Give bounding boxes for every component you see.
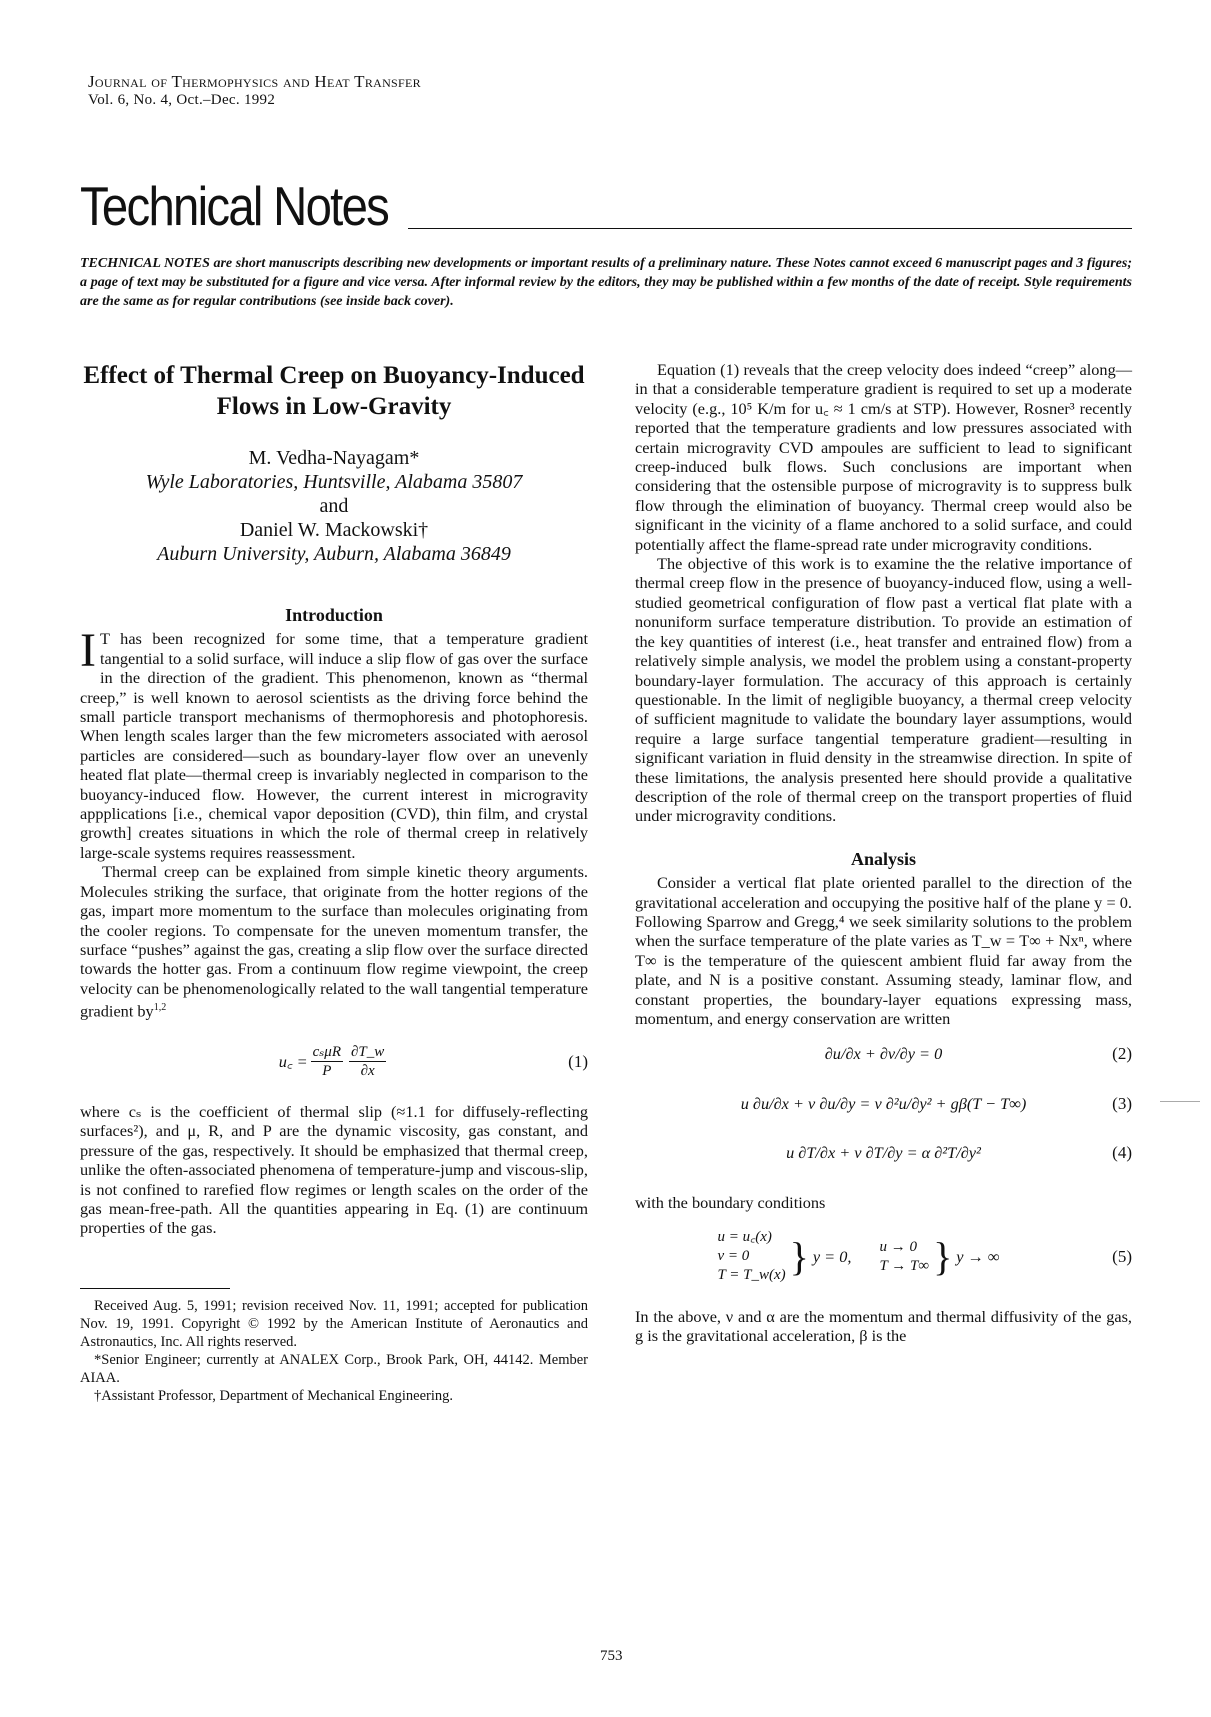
author-and: and <box>319 495 349 517</box>
paper-title: Effect of Thermal Creep on Buoyancy-Induced Flows in Low-Gravity <box>83 362 585 420</box>
equation-number-3: (3) <box>1112 1093 1132 1113</box>
eq1-frac-2: $\frac{\partial T\_w}{\partial x}$ <box>350 1043 385 1079</box>
ref-1-2: 1,2 <box>153 1002 167 1014</box>
equation-number-5: (5) <box>1112 1246 1132 1266</box>
equation-number-4: (4) <box>1112 1143 1132 1163</box>
journal-name: Journal of Thermophysics and Heat Transfer <box>88 72 421 91</box>
eq5-brace-2: } <box>933 1233 953 1279</box>
margin-tick <box>1160 1101 1200 1102</box>
footnote-rule <box>80 1288 230 1289</box>
equation-number-1: (1) <box>568 1051 588 1071</box>
right-paragraph-4: In the above, ν and α are the momentum and thermal diffusivity of the gas, g is the gravitational acceleration, β is the <box>635 1307 1132 1346</box>
introduction-heading: Introduction <box>285 605 383 625</box>
equation-5: u = u꜀(x) v = 0 T = T_w(x) } y = 0, u → 0 T → T∞ } y → ∞ (5) <box>717 1229 1132 1284</box>
equation-1: u꜀ = $\frac{\text{cₛμR}}{P}$ $\frac{\partial T\_w}{\partial x}$ (1) <box>278 1043 588 1079</box>
left-column <box>80 360 588 1405</box>
intro-paragraph-3: where cₛ is the coefficient of thermal slip (≈1.1 for diffusely-reflecting surfaces²), and μ, R, and P are the dynamic viscosity, gas constant, and pressure of the gas, respectively. It should be emphasized that thermal creep, unlike the often-associated phenomena of temperature-jump and viscous-slip, is not confined to rarefied flow regimes or length scales on the order of the gas mean-free-path. All the quantities appearing in Eq. (1) are continuum properties of the gas. <box>80 1101 588 1238</box>
footnote-received: Received Aug. 5, 1991; revision received Nov. 11, 1991; accepted for publication Nov. 19, 1991. Copyright © 1992 by the American Institute of Aeronautics and Astronautics, Inc. All rights reserved. <box>80 1297 588 1350</box>
equation-number-2: (2) <box>1112 1044 1132 1064</box>
equation-4: u ∂T/∂x + v ∂T/∂y = α ∂²T/∂y² (4) <box>786 1143 1132 1163</box>
title-rule <box>408 228 1132 229</box>
intro-paragraph-1: I T has been recognized for some time, that a temperature gradient tangential to a solid surface, will induce a slip flow of gas over the surface in the direction of the gradient. This phenomenon, known as “thermal creep,” is well known to aerosol scientists as the driving force behind the small particle transport mechanisms of thermophoresis and photophoresis. When length scales larger than the few micrometers associated with aerosol particles are considered—such as boundary-layer flow over an unevenly heated flat plate—thermal creep is invariably neglected in comparison to the buoyancy-induced flow. However, the current interest in microgravity appplications [i.e., chemical vapor deposition (CVD), thin film, and crystal growth] creates situations in which the role of thermal creep in relatively large-scale systems requires reassessment. <box>80 624 588 862</box>
right-paragraph-1: Equation (1) reveals that the creep velocity does indeed “creep” along—in that a considerable temperature gradient is required to set up a moderate velocity (e.g., 10⁵ K/m for u꜀ ≈ 1 cm/s at STP). However, Rosner³ recently reported that the temperature gradients and low pressures associated with certain microgravity CVD ampoules are sufficient to lead to significant creep-induced bulk flows. Such conclusions are important when considering that the ostensible purpose of microgravity is to suppress bulk flow through the elimination of buoyancy. Thermal creep would also be significant in the vicinity of a flame anchored to a solid surface, and could potentially affect the flame-spread rate under microgravity conditions. <box>635 360 1132 554</box>
eq1-frac-1: $\frac{\text{cₛμR}}{P}$ <box>312 1043 341 1079</box>
right-paragraph-2: The objective of this work is to examine the the relative importance of thermal creep flow in the presence of buoyancy-induced flow, using a well-studied geometrical configuration of flow past a vertical flat plate with a nonuniform surface temperature distribution. To provide an estimation of the key quantities of interest (i.e., heat transfer and entrained flow) from a relatively simple analysis, we model the problem using a constant-property boundary-layer formulation. The accuracy of this approach is certainly questionable. In the limit of negligible buoyancy, a thermal creep velocity of sufficient magnitude to validate the boundary layer assumptions, would require a large surface tangential temperature gradient—resulting in significant variation in fluid density in the streamwise direction. In spite of these limitations, the analysis presented here should provide a qualitative description of the role of thermal creep on the transport properties of fluid under microgravity conditions. <box>635 554 1132 826</box>
footnote-senior: *Senior Engineer; currently at ANALEX Corp., Brook Park, OH, 44142. Member AIAA. <box>80 1351 588 1386</box>
author-2: Daniel W. Mackowski† <box>239 519 429 541</box>
journal-header <box>88 72 421 110</box>
intro-paragraph-2: Thermal creep can be explained from simple kinetic theory arguments. Molecules striking the surface, that originate from the hotter regions of the gas, impart more momentum to the surface than molecules originating from the cooler regions. To compensate for the uneven momentum transfer, the surface “pushes” against the gas, creating a slip flow over the surface directed towards the hotter gas. From a continuum flow regime viewpoint, the creep velocity can be phenomenologically related to the wall tangential temperature gradient by$^{1,2}$ <box>80 862 588 1021</box>
right-paragraph-3: Consider a vertical flat plate oriented parallel to the direction of the gravitational acceleration and occupying the positive half of the plane y = 0. Following Sparrow and Gregg,⁴ we seek similarity solutions to the problem when the surface temperature of the plate varies as T_w = T∞ + Nxⁿ, where T∞ is the temperature of the quiescent ambient fluid far away from the plate, and N is a positive constant. Assuming steady, laminar flow, and constant properties, the boundary-layer equations expressing mass, momentum, and energy conservation are written <box>635 873 1132 1028</box>
section-title: Technical Notes <box>80 175 389 237</box>
eq5-brace-1: } <box>789 1233 809 1279</box>
boundary-conditions-intro: with the boundary conditions <box>635 1192 826 1212</box>
affiliation-1: Wyle Laboratories, Huntsville, Alabama 35807 <box>145 471 523 493</box>
author-1: M. Vedha-Nayagam* <box>248 447 420 469</box>
affiliation-2: Auburn University, Auburn, Alabama 36849 <box>157 543 511 565</box>
eq5-right: u → 0 T → T∞ <box>879 1238 930 1274</box>
right-column <box>635 360 1132 1346</box>
footnotes <box>80 1288 588 1405</box>
section-description: TECHNICAL NOTES are short manuscripts describing new developments or important results of a preliminary nature. These Notes cannot exceed 6 manuscript pages and 3 figures; a page of text may be substituted for a figure and vice versa. After informal review by the editors, they may be published within a few months of the date of receipt. Style requirements are the same as for regular contributions (see inside back cover). <box>80 256 1132 309</box>
footnote-assistant: †Assistant Professor, Department of Mechanical Engineering. <box>94 1387 454 1404</box>
analysis-heading: Analysis <box>850 848 917 869</box>
eq5-left: u = u꜀(x) v = 0 T = T_w(x) <box>717 1229 786 1284</box>
equation-2: ∂u/∂x + ∂v/∂y = 0 (2) <box>824 1044 1132 1064</box>
journal-issue: Vol. 6, No. 4, Oct.–Dec. 1992 <box>88 92 276 108</box>
equation-3: u ∂u/∂x + v ∂u/∂y = ν ∂²u/∂y² + gβ(T − T∞) (3) <box>740 1093 1132 1113</box>
page-number: 753 <box>600 1648 623 1664</box>
dropcap: I <box>80 624 96 678</box>
